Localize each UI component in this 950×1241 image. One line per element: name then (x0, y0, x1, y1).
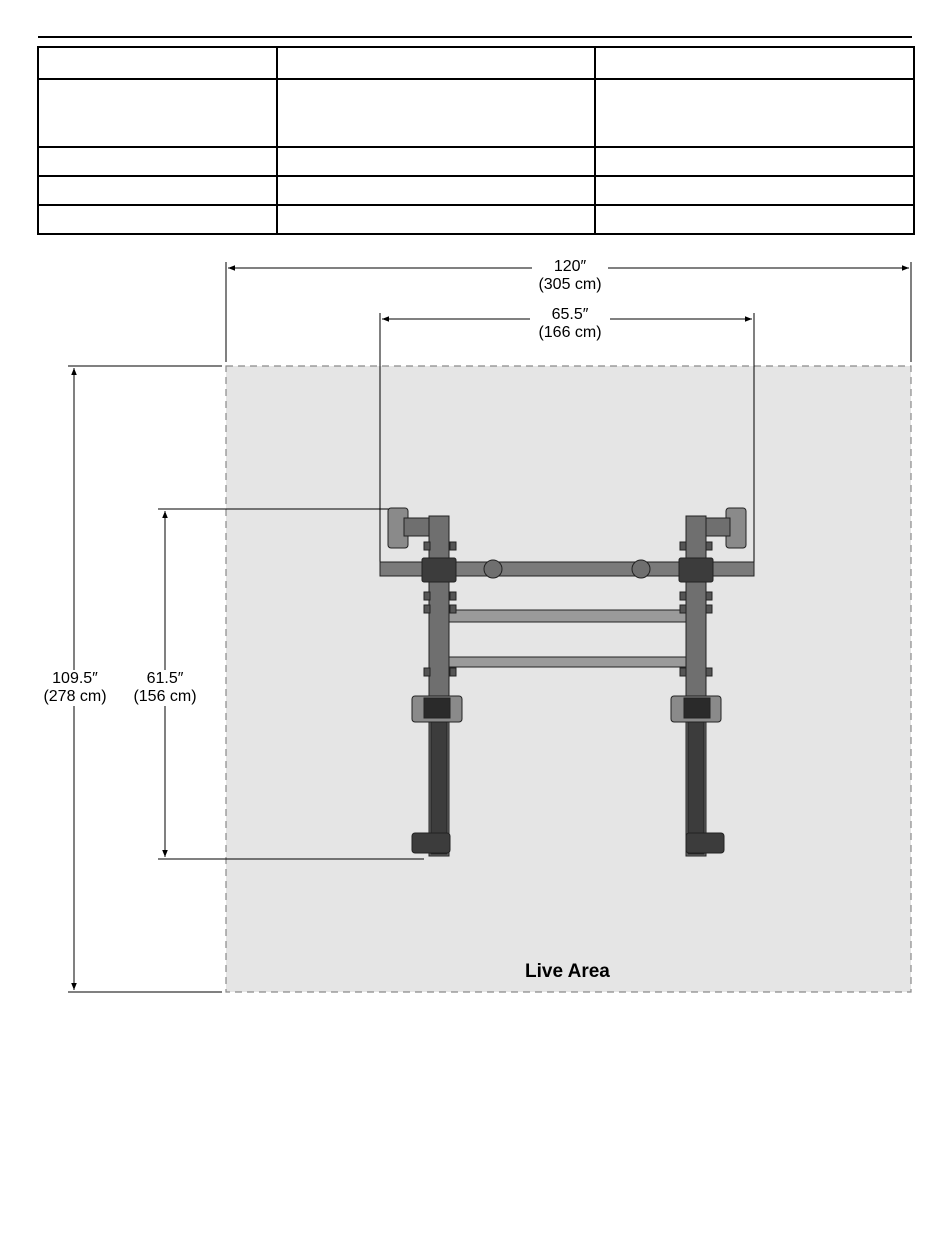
cross-member (446, 610, 686, 622)
rack-width-metric: (166 cm) (538, 324, 602, 341)
overall-width-label (532, 258, 608, 294)
cross-member (446, 657, 686, 667)
overall-depth-metric: (278 cm) (43, 688, 107, 705)
overall-width-metric: (305 cm) (538, 276, 602, 293)
overall-width-imperial: 120″ (553, 258, 587, 275)
rack-width-label (530, 306, 610, 342)
rack-depth-label (126, 670, 204, 706)
rack-width-imperial: 65.5″ (551, 306, 589, 323)
live-area-label: Live Area (525, 961, 610, 982)
bar-clamp (484, 560, 502, 578)
bar-clamp (632, 560, 650, 578)
live-area (226, 366, 911, 992)
overall-depth-imperial: 109.5″ (52, 670, 98, 687)
overall-depth-label (36, 670, 114, 706)
rack-depth-metric: (156 cm) (133, 688, 197, 705)
foot-left (412, 833, 450, 853)
foot-right (686, 833, 724, 853)
rack-depth-imperial: 61.5″ (146, 670, 184, 687)
